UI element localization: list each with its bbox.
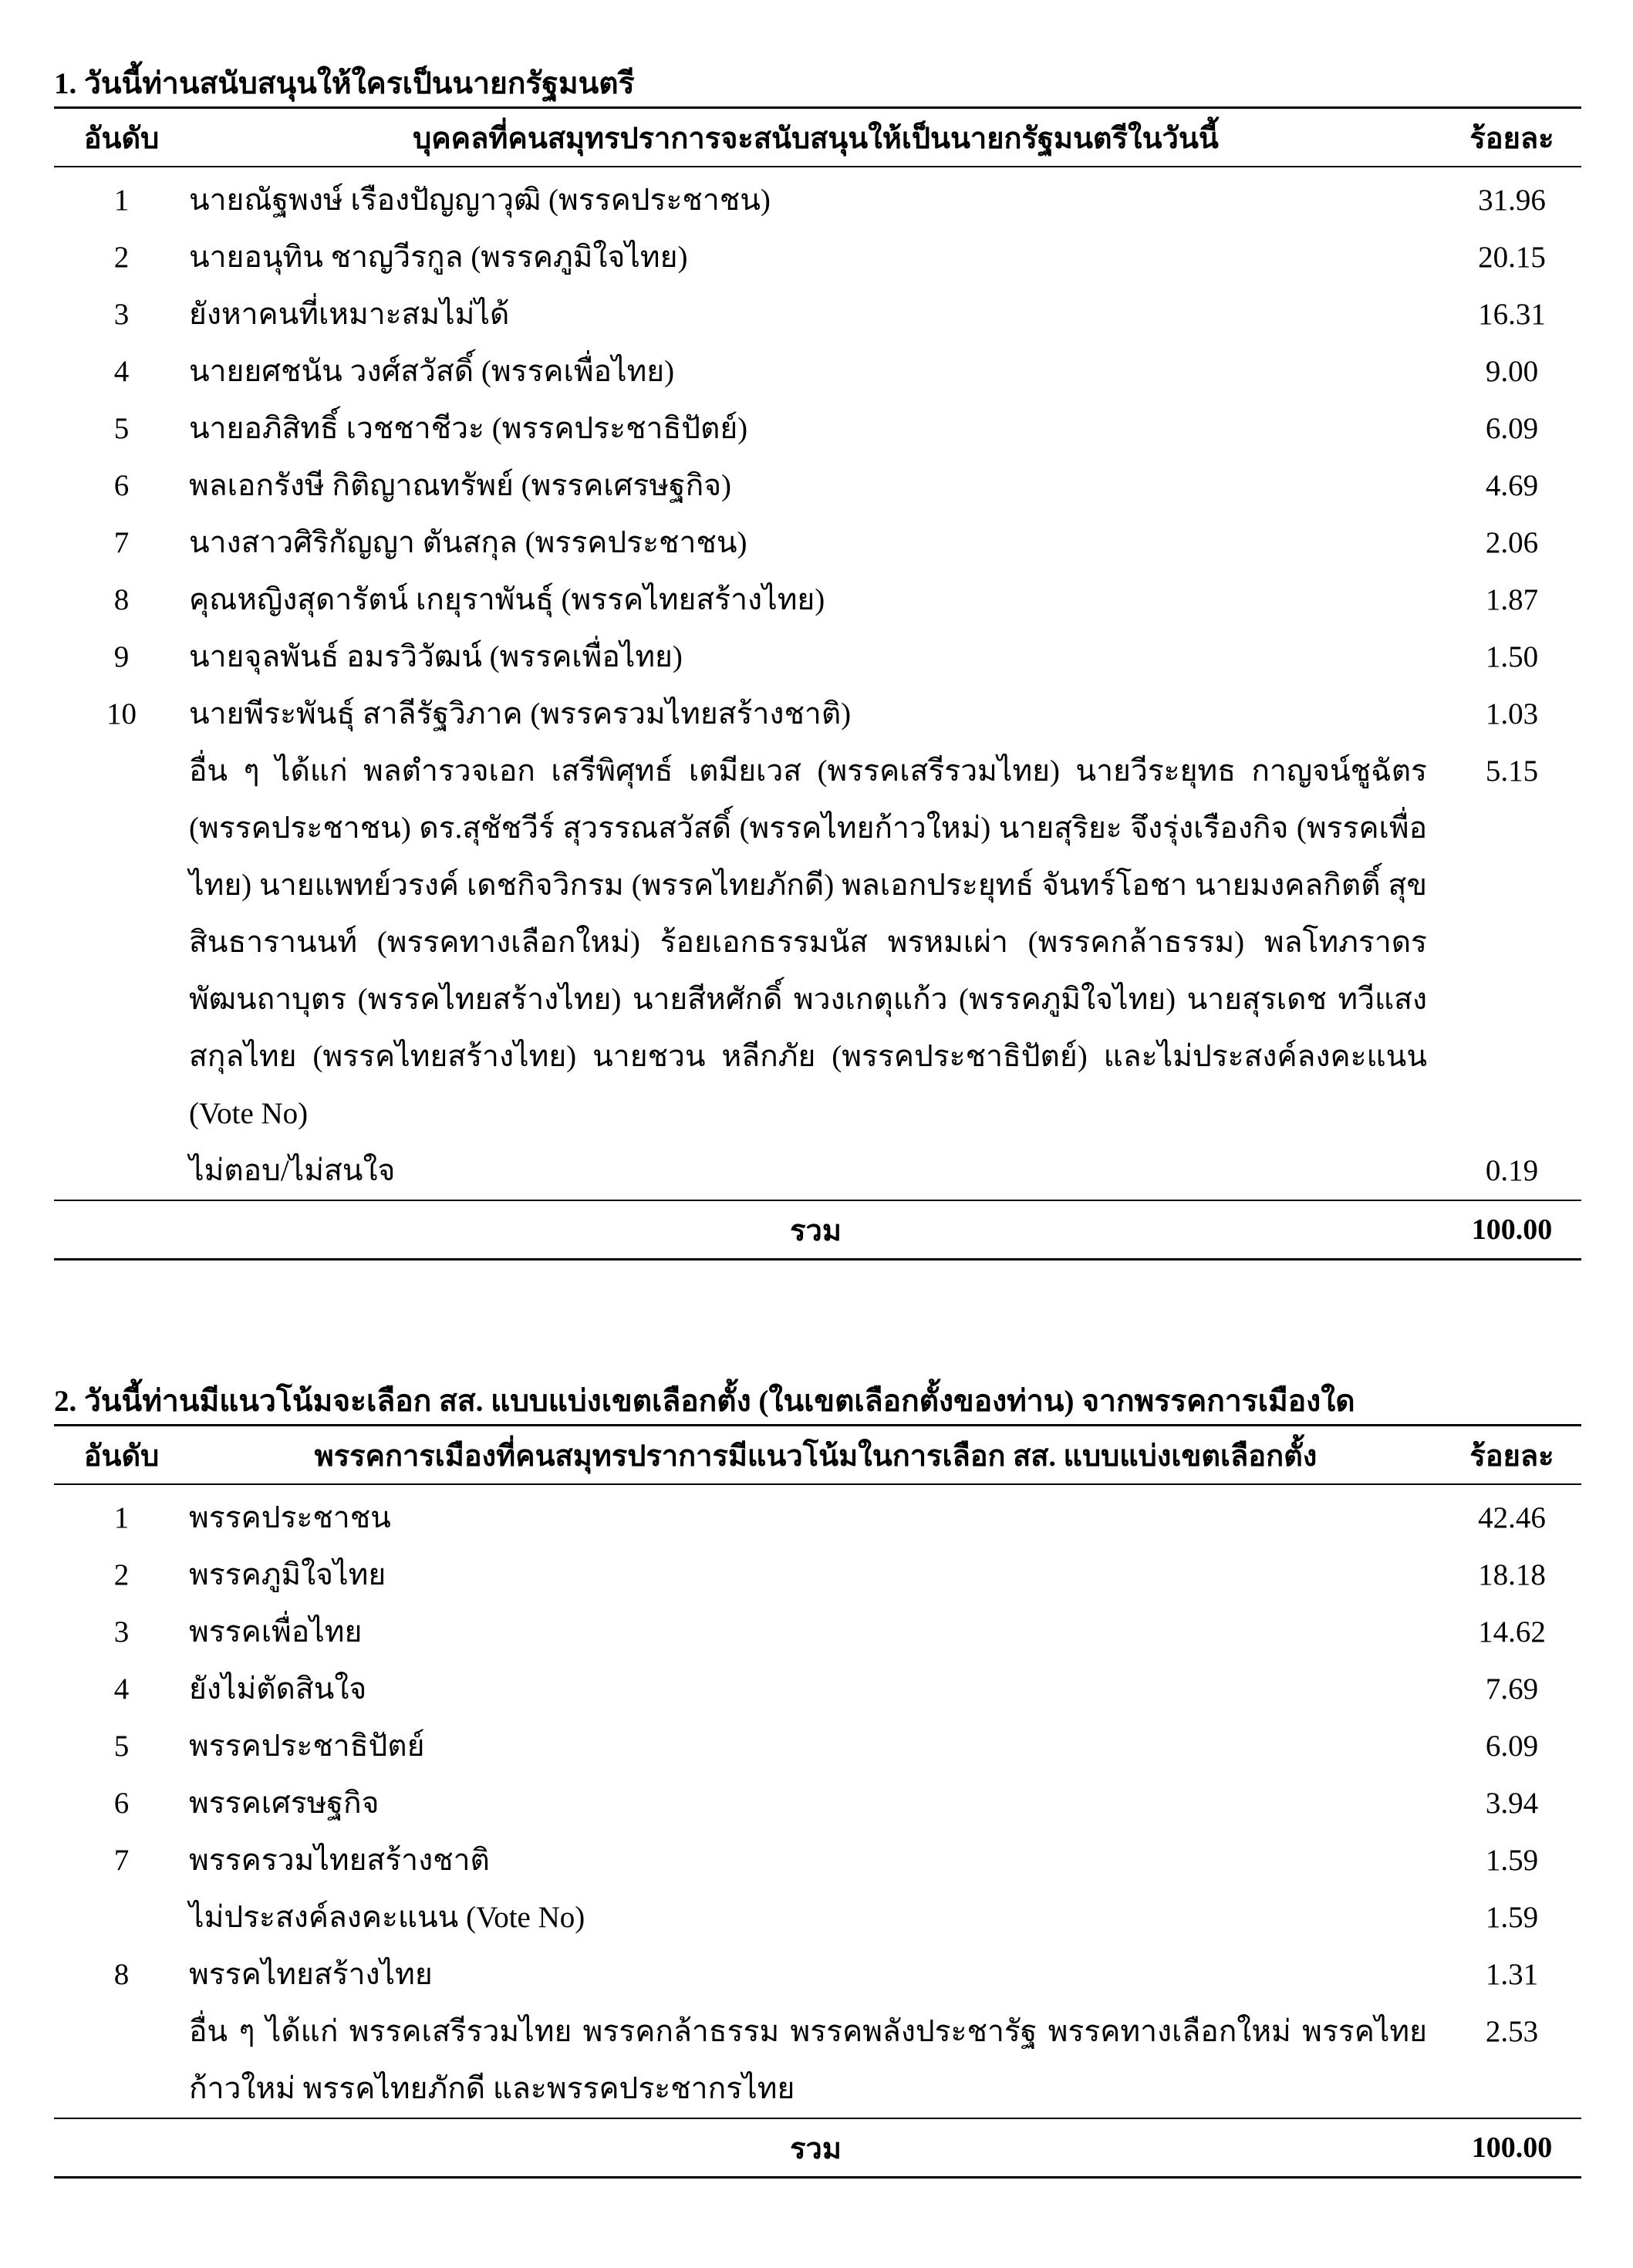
item-cell: พรรครวมไทยสร้างชาติ xyxy=(189,1844,490,1877)
rank-cell: 3 xyxy=(113,1615,130,1649)
table-row xyxy=(54,1718,1581,1775)
percent-cell: 6.09 xyxy=(1485,1730,1539,1763)
rank-cell: 10 xyxy=(106,697,137,731)
percent-cell: 1.87 xyxy=(1485,583,1539,616)
section-1-heading: 1. วันนี้ท่านสนับสนุนให้ใครเป็นนายกรัฐมนตรี xyxy=(54,67,635,100)
section-2-heading: 2. วันนี้ท่านมีแนวโน้มจะเลือก สส. แบบแบ่งเขตเลือกตั้ง (ในเขตเลือกตั้งของท่าน) จากพรรคการเมืองใด xyxy=(54,1385,1355,1418)
table-row xyxy=(54,686,1581,743)
percent-cell: 31.96 xyxy=(1478,184,1546,217)
percent-cell: 1.03 xyxy=(1485,697,1539,731)
percent-cell: 9.00 xyxy=(1485,355,1539,388)
rank-cell xyxy=(54,1889,189,1946)
item-cell: พลเอกรังษี กิติญาณทรัพย์ (พรรคเศรษฐกิจ) xyxy=(189,469,732,502)
rank-cell: 8 xyxy=(113,1958,130,1991)
table-row-others xyxy=(54,2003,1581,2118)
rank-cell: 4 xyxy=(113,1672,130,1706)
percent-cell: 42.46 xyxy=(1478,1501,1546,1534)
header-percent: ร้อยละ xyxy=(1442,1426,1581,1485)
total-label: รวม xyxy=(189,2118,1442,2178)
header-rank: อันดับ xyxy=(54,108,189,167)
rank-cell xyxy=(54,743,189,1142)
percent-cell: 7.69 xyxy=(1485,1672,1539,1706)
rank-cell: 6 xyxy=(113,469,130,502)
table-row xyxy=(54,1142,1581,1200)
table-header-row xyxy=(54,1426,1581,1485)
percent-cell: 1.50 xyxy=(1485,640,1539,673)
table-row xyxy=(54,457,1581,515)
total-percent: 100.00 xyxy=(1442,2118,1581,2178)
percent-cell: 1.59 xyxy=(1485,1901,1539,1934)
table-row xyxy=(54,1661,1581,1718)
table-row xyxy=(54,400,1581,457)
rank-cell: 2 xyxy=(113,241,130,274)
item-cell: พรรคประชาธิปัตย์ xyxy=(189,1730,425,1763)
rank-cell: 4 xyxy=(113,355,130,388)
rank-cell: 2 xyxy=(113,1558,130,1591)
percent-cell: 16.31 xyxy=(1478,298,1546,331)
percent-cell: 3.94 xyxy=(1485,1787,1539,1820)
item-cell: พรรคเพื่อไทย xyxy=(189,1615,363,1649)
section-party-preference xyxy=(54,1379,1581,2179)
table-row xyxy=(54,1946,1581,2003)
item-cell: ยังไม่ตัดสินใจ xyxy=(189,1672,367,1706)
pm-support-table xyxy=(54,106,1581,1261)
percent-cell: 6.09 xyxy=(1485,412,1539,445)
item-cell: นางสาวศิริกัญญา ตันสกุล (พรรคประชาชน) xyxy=(189,526,747,559)
table-header-row xyxy=(54,108,1581,167)
item-cell: พรรคเศรษฐกิจ xyxy=(189,1787,380,1820)
table-row xyxy=(54,229,1581,286)
percent-cell: 1.31 xyxy=(1485,1958,1539,1991)
table-row xyxy=(54,1484,1581,1547)
percent-cell: 14.62 xyxy=(1478,1615,1546,1649)
header-item: พรรคการเมืองที่คนสมุทรปราการมีแนวโน้มในการเลือก สส. แบบแบ่งเขตเลือกตั้ง xyxy=(189,1426,1442,1485)
item-cell: คุณหญิงสุดารัตน์ เกยุราพันธุ์ (พรรคไทยสร้างไทย) xyxy=(189,583,825,616)
table-row xyxy=(54,1604,1581,1661)
header-percent: ร้อยละ xyxy=(1442,108,1581,167)
table-row xyxy=(54,572,1581,629)
item-cell: พรรคประชาชน xyxy=(189,1501,391,1534)
percent-cell: 18.18 xyxy=(1478,1558,1546,1591)
table-row xyxy=(54,1889,1581,1946)
item-cell: นายอนุทิน ชาญวีรกูล (พรรคภูมิใจไทย) xyxy=(189,241,688,274)
rank-cell: 6 xyxy=(113,1787,130,1820)
percent-cell: 2.06 xyxy=(1485,526,1539,559)
table-row xyxy=(54,515,1581,572)
rank-cell: 8 xyxy=(113,583,130,616)
percent-cell: 20.15 xyxy=(1478,241,1546,274)
others-cell: อื่น ๆ ได้แก่ พรรคเสรีรวมไทย พรรคกล้าธรรม พรรคพลังประชารัฐ พรรคทางเลือกใหม่ พรรคไทยก้าวใหม่ พรรคไทยภักดี และพรรคประชากรไทย xyxy=(189,2015,1427,2105)
others-cell: อื่น ๆ ได้แก่ พลตำรวจเอก เสรีพิศุทธ์ เตมียเวส (พรรคเสรีรวมไทย) นายวีระยุทธ กาญจน์ชูฉัตร (พรรคประชาชน) ดร.สุชัชวีร์ สุวรรณสวัสดิ์ (พรรคไทยก้าวใหม่) นายสุริยะ จึงรุ่งเรืองกิจ (พรรคเพื่อไทย) นายแพทย์วรงค์ เดชกิจวิกรม (พรรคไทยภักดี) พลเอกประยุทธ์ จันทร์โอชา นายมงคลกิตติ์ สุขสินธารานนท์ (พรรคทางเลือกใหม่) ร้อยเอกธรรมนัส พรหมเผ่า (พรรคกล้าธรรม) พลโทภราดร พัฒนถาบุตร (พรรคไทยสร้างไทย) นายสีหศักดิ์ พวงเกตุแก้ว (พรรคภูมิใจไทย) นายสุรเดช ทวีแสงสกุลไทย (พรรคไทยสร้างไทย) นายชวน หลีกภัย (พรรคประชาธิปัตย์) และไม่ประสงค์ลงคะแนน (Vote No) xyxy=(189,754,1427,1130)
total-label: รวม xyxy=(189,1200,1442,1260)
rank-cell: 5 xyxy=(113,1730,130,1763)
rank-cell: 1 xyxy=(113,184,130,217)
rank-cell: 7 xyxy=(113,1844,130,1877)
percent-cell: 0.19 xyxy=(1485,1154,1539,1187)
section-pm-support xyxy=(54,62,1581,1261)
item-cell: นายอภิสิทธิ์ เวชชาชีวะ (พรรคประชาธิปัตย์) xyxy=(189,412,748,445)
percent-cell: 4.69 xyxy=(1485,469,1539,502)
party-preference-table xyxy=(54,1424,1581,2179)
rank-cell xyxy=(54,2003,189,2118)
header-rank: อันดับ xyxy=(54,1426,189,1485)
total-row xyxy=(54,2118,1581,2178)
item-cell: พรรคภูมิใจไทย xyxy=(189,1558,386,1591)
item-cell: นายยศชนัน วงศ์สวัสดิ์ (พรรคเพื่อไทย) xyxy=(189,355,675,388)
item-cell: นายจุลพันธ์ อมรวิวัฒน์ (พรรคเพื่อไทย) xyxy=(189,640,683,673)
item-cell: นายพีระพันธุ์ สาลีรัฐวิภาค (พรรครวมไทยสร้างชาติ) xyxy=(189,697,852,731)
table-row xyxy=(54,1832,1581,1889)
rank-cell xyxy=(54,1142,189,1200)
table-row xyxy=(54,1547,1581,1604)
table-row xyxy=(54,286,1581,343)
rank-cell: 3 xyxy=(113,298,130,331)
percent-cell: 5.15 xyxy=(1485,754,1539,788)
item-cell: พรรคไทยสร้างไทย xyxy=(189,1958,433,1991)
header-item: บุคคลที่คนสมุทรปราการจะสนับสนุนให้เป็นนายกรัฐมนตรีในวันนี้ xyxy=(189,108,1442,167)
item-cell: นายณัฐพงษ์ เรืองปัญญาวุฒิ (พรรคประชาชน) xyxy=(189,184,771,217)
item-cell: ไม่ประสงค์ลงคะแนน (Vote No) xyxy=(189,1901,585,1934)
total-percent: 100.00 xyxy=(1442,1200,1581,1260)
table-row xyxy=(54,1775,1581,1832)
rank-cell: 9 xyxy=(113,640,130,673)
table-row xyxy=(54,343,1581,400)
table-row-others xyxy=(54,743,1581,1142)
table-row xyxy=(54,629,1581,686)
item-cell: ยังหาคนที่เหมาะสมไม่ได้ xyxy=(189,298,510,331)
item-cell: ไม่ตอบ/ไม่สนใจ xyxy=(189,1154,396,1187)
percent-cell: 2.53 xyxy=(1485,2015,1539,2048)
table-row xyxy=(54,167,1581,229)
rank-cell: 7 xyxy=(113,526,130,559)
rank-cell: 5 xyxy=(113,412,130,445)
rank-cell: 1 xyxy=(113,1501,130,1534)
percent-cell: 1.59 xyxy=(1485,1844,1539,1877)
total-row xyxy=(54,1200,1581,1260)
